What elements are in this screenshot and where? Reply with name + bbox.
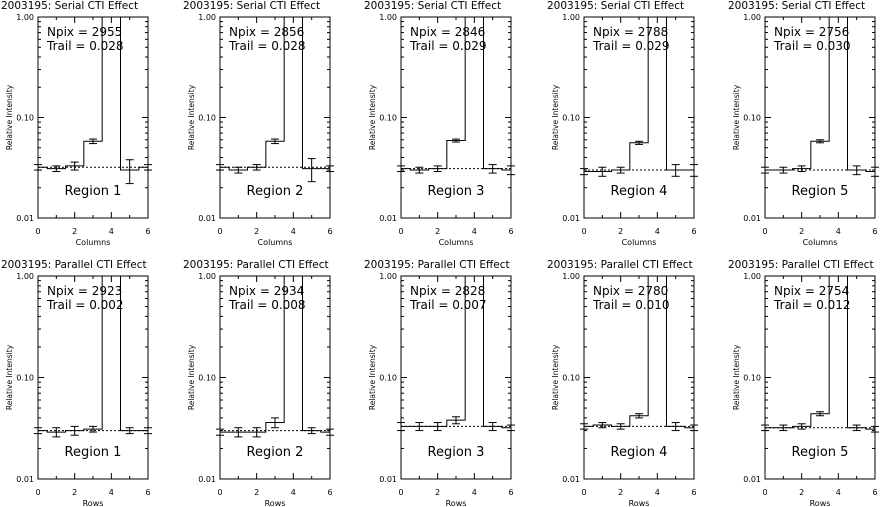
panel-title: 2003195: Serial CTI Effect xyxy=(728,0,866,12)
x-tick-label: 4 xyxy=(471,227,477,236)
y-tick-label: 0.01 xyxy=(562,214,580,223)
y-tick-label: 1.00 xyxy=(562,272,580,281)
y-tick-label: 1.00 xyxy=(562,13,580,22)
region-label: Region 2 xyxy=(246,184,304,199)
panel-title: 2003195: Parallel CTI Effect xyxy=(364,259,510,271)
npix-annotation: Npix = 2754 xyxy=(774,284,850,298)
y-tick-label: 1.00 xyxy=(743,13,761,22)
y-tick-label: 1.00 xyxy=(16,272,34,281)
x-tick-label: 0 xyxy=(35,227,41,236)
x-tick-label: 4 xyxy=(654,488,660,497)
x-tick-label: 2 xyxy=(72,488,78,497)
x-tick-label: 0 xyxy=(217,488,223,497)
y-tick-label: 1.00 xyxy=(16,13,34,22)
npix-annotation: Npix = 2828 xyxy=(410,284,486,298)
x-tick-label: 6 xyxy=(872,488,878,497)
y-tick-label: 1.00 xyxy=(198,272,216,281)
y-tick-label: 0.01 xyxy=(562,475,580,484)
y-axis-label: Relative Intensity xyxy=(368,344,377,411)
trail-annotation: Trail = 0.002 xyxy=(47,298,124,312)
x-axis-label: Columns xyxy=(438,238,474,247)
x-tick-label: 0 xyxy=(35,488,41,497)
x-tick-label: 4 xyxy=(471,488,477,497)
x-tick-label: 4 xyxy=(108,488,114,497)
trail-annotation: Trail = 0.028 xyxy=(229,39,306,53)
trail-annotation: Trail = 0.008 xyxy=(229,298,306,312)
x-tick-label: 2 xyxy=(72,227,78,236)
x-tick-label: 2 xyxy=(799,227,805,236)
trail-annotation: Trail = 0.029 xyxy=(410,39,487,53)
x-axis-label: Rows xyxy=(445,499,467,507)
x-tick-label: 2 xyxy=(254,227,260,236)
trail-annotation: Trail = 0.010 xyxy=(593,298,670,312)
x-tick-label: 0 xyxy=(398,227,404,236)
x-tick-label: 4 xyxy=(654,227,660,236)
npix-annotation: Npix = 2846 xyxy=(410,25,486,39)
x-tick-label: 6 xyxy=(508,227,514,236)
y-tick-label: 0.10 xyxy=(743,373,761,383)
y-tick-label: 0.01 xyxy=(743,214,761,223)
x-axis-label: Columns xyxy=(802,238,838,247)
x-tick-label: 2 xyxy=(254,488,260,497)
panel-title: 2003195: Serial CTI Effect xyxy=(364,0,502,12)
npix-annotation: Npix = 2780 xyxy=(593,284,669,298)
panel-title: 2003195: Serial CTI Effect xyxy=(547,0,685,12)
npix-annotation: Npix = 2955 xyxy=(47,25,123,39)
y-tick-label: 0.10 xyxy=(562,373,580,383)
y-axis-label: Relative Intensity xyxy=(187,84,196,151)
x-tick-label: 0 xyxy=(762,227,768,236)
trail-annotation: Trail = 0.007 xyxy=(410,298,487,312)
x-tick-label: 0 xyxy=(398,488,404,497)
y-tick-label: 0.01 xyxy=(379,475,397,484)
trail-annotation: Trail = 0.028 xyxy=(47,39,124,53)
panel-title: 2003195: Parallel CTI Effect xyxy=(728,259,874,271)
region-label: Region 2 xyxy=(246,445,304,460)
x-axis-label: Columns xyxy=(75,238,111,247)
panel-title: 2003195: Serial CTI Effect xyxy=(1,0,139,12)
x-tick-label: 6 xyxy=(691,488,697,497)
npix-annotation: Npix = 2923 xyxy=(47,284,123,298)
x-tick-label: 6 xyxy=(145,488,151,497)
region-label: Region 1 xyxy=(64,445,122,460)
x-tick-label: 4 xyxy=(290,227,296,236)
x-tick-label: 0 xyxy=(581,227,587,236)
y-axis-label: Relative Intensity xyxy=(732,84,741,151)
x-tick-label: 6 xyxy=(872,227,878,236)
npix-annotation: Npix = 2756 xyxy=(774,25,850,39)
region-label: Region 1 xyxy=(64,184,122,199)
x-tick-label: 6 xyxy=(145,227,151,236)
y-axis-label: Relative Intensity xyxy=(5,344,14,411)
npix-annotation: Npix = 2788 xyxy=(593,25,669,39)
y-tick-label: 0.10 xyxy=(198,113,216,123)
npix-annotation: Npix = 2856 xyxy=(229,25,305,39)
x-axis-label: Rows xyxy=(628,499,650,507)
y-axis-label: Relative Intensity xyxy=(5,84,14,151)
y-tick-label: 0.10 xyxy=(379,373,397,383)
trail-annotation: Trail = 0.029 xyxy=(593,39,670,53)
y-tick-label: 1.00 xyxy=(379,272,397,281)
y-tick-label: 0.10 xyxy=(743,113,761,123)
x-tick-label: 4 xyxy=(290,488,296,497)
x-tick-label: 0 xyxy=(581,488,587,497)
y-tick-label: 0.01 xyxy=(198,214,216,223)
y-tick-label: 1.00 xyxy=(743,272,761,281)
region-label: Region 4 xyxy=(610,184,668,199)
panel-title: 2003195: Parallel CTI Effect xyxy=(547,259,693,271)
y-tick-label: 0.01 xyxy=(198,475,216,484)
x-tick-label: 0 xyxy=(762,488,768,497)
region-label: Region 5 xyxy=(791,445,849,460)
y-axis-label: Relative Intensity xyxy=(368,84,377,151)
y-tick-label: 0.01 xyxy=(16,214,34,223)
y-axis-label: Relative Intensity xyxy=(187,344,196,411)
y-tick-label: 1.00 xyxy=(379,13,397,22)
y-tick-label: 0.10 xyxy=(198,373,216,383)
x-axis-label: Rows xyxy=(264,499,286,507)
x-axis-label: Rows xyxy=(809,499,831,507)
x-tick-label: 6 xyxy=(508,488,514,497)
x-axis-label: Columns xyxy=(621,238,657,247)
npix-annotation: Npix = 2934 xyxy=(229,284,305,298)
x-tick-label: 6 xyxy=(327,227,333,236)
x-axis-label: Rows xyxy=(82,499,104,507)
x-tick-label: 0 xyxy=(217,227,223,236)
y-tick-label: 0.10 xyxy=(379,113,397,123)
x-tick-label: 4 xyxy=(108,227,114,236)
trail-annotation: Trail = 0.030 xyxy=(774,39,851,53)
y-tick-label: 0.10 xyxy=(562,113,580,123)
trail-annotation: Trail = 0.012 xyxy=(774,298,851,312)
x-tick-label: 6 xyxy=(691,227,697,236)
x-tick-label: 6 xyxy=(327,488,333,497)
y-tick-label: 0.01 xyxy=(16,475,34,484)
x-tick-label: 2 xyxy=(435,227,441,236)
y-axis-label: Relative Intensity xyxy=(551,344,560,411)
y-tick-label: 0.10 xyxy=(16,113,34,123)
x-tick-label: 2 xyxy=(435,488,441,497)
x-tick-label: 2 xyxy=(618,488,624,497)
panel-title: 2003195: Serial CTI Effect xyxy=(183,0,321,12)
y-axis-label: Relative Intensity xyxy=(732,344,741,411)
region-label: Region 3 xyxy=(427,445,485,460)
y-tick-label: 0.01 xyxy=(743,475,761,484)
x-axis-label: Columns xyxy=(257,238,293,247)
panel-title: 2003195: Parallel CTI Effect xyxy=(1,259,147,271)
panel-title: 2003195: Parallel CTI Effect xyxy=(183,259,329,271)
region-label: Region 5 xyxy=(791,184,849,199)
x-tick-label: 2 xyxy=(618,227,624,236)
y-axis-label: Relative Intensity xyxy=(551,84,560,151)
x-tick-label: 2 xyxy=(799,488,805,497)
x-tick-label: 4 xyxy=(835,227,841,236)
y-tick-label: 1.00 xyxy=(198,13,216,22)
region-label: Region 3 xyxy=(427,184,485,199)
y-tick-label: 0.01 xyxy=(379,214,397,223)
region-label: Region 4 xyxy=(610,445,668,460)
x-tick-label: 4 xyxy=(835,488,841,497)
y-tick-label: 0.10 xyxy=(16,373,34,383)
